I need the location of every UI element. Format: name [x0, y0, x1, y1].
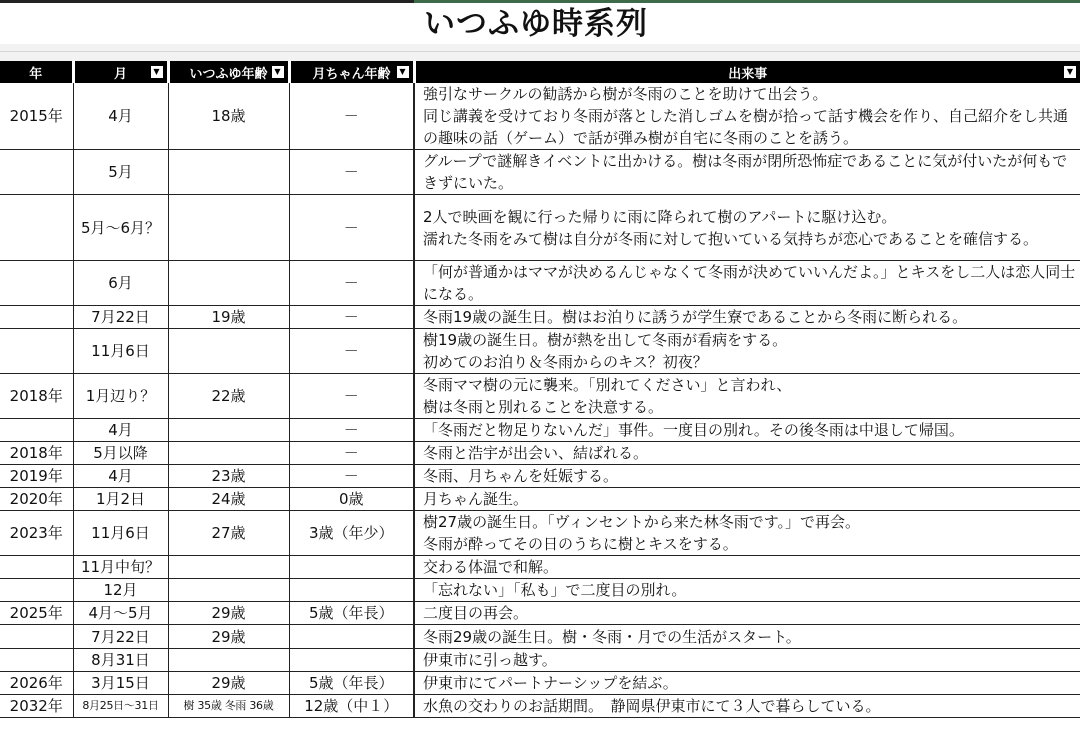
tsuki-age-cell[interactable]: 5歳（年長）	[289, 672, 414, 695]
table-row	[0, 579, 1080, 602]
month-cell[interactable]: 11月6日	[73, 511, 168, 556]
year-cell[interactable]	[0, 579, 73, 602]
month-cell[interactable]: 6月	[73, 261, 168, 306]
year-cell[interactable]	[0, 556, 73, 579]
itsufuyu-age-cell[interactable]	[168, 195, 289, 261]
tsuki-age-cell[interactable]: －	[289, 374, 414, 419]
month-cell[interactable]: 5月～6月？	[73, 195, 168, 261]
tsuki-age-cell[interactable]: －	[289, 329, 414, 374]
tsuki-age-cell[interactable]: 5歳（年長）	[289, 602, 414, 625]
event-cell[interactable]: グループで謎解きイベントに出かける。樹は冬雨が閉所恐怖症であることに気が付いたが何もできずにいた。	[414, 150, 1080, 195]
tsuki-age-cell[interactable]: －	[289, 306, 414, 329]
header-month	[73, 61, 168, 83]
month-cell[interactable]: 1月辺り？	[73, 374, 168, 419]
itsufuyu-age-cell[interactable]: 19歳	[168, 306, 289, 329]
table-row	[0, 374, 1080, 419]
month-cell[interactable]: 7月22日	[73, 306, 168, 329]
month-cell[interactable]: 12月	[73, 579, 168, 602]
month-cell[interactable]: 8月31日	[73, 649, 168, 672]
sheet-title: いつふゆ時系列	[424, 6, 648, 42]
tsuki-age-cell[interactable]: －	[289, 442, 414, 465]
year-cell[interactable]: 2020年	[0, 488, 73, 511]
itsufuyu-age-cell[interactable]	[168, 556, 289, 579]
month-cell[interactable]: 4月～5月	[73, 602, 168, 625]
event-cell[interactable]: 月ちゃん誕生。	[414, 488, 1080, 511]
filter-dropdown-icon[interactable]: ▼	[151, 66, 163, 78]
tsuki-age-cell[interactable]	[289, 579, 414, 602]
header-year-label: 年	[29, 66, 43, 82]
event-cell[interactable]: 樹27歳の誕生日。「ヴィンセントから来た林冬雨です。」で再会。 冬雨が酔ってその日のうちに樹とキスをする。	[414, 511, 1080, 556]
tsuki-age-cell[interactable]: 12歳（中１）	[289, 695, 414, 718]
table-row	[0, 195, 1080, 261]
month-cell[interactable]: 4月	[73, 465, 168, 488]
table-row	[0, 602, 1080, 625]
tsuki-age-cell[interactable]	[289, 649, 414, 672]
event-cell[interactable]: 冬雨29歳の誕生日。樹・冬雨・月での生活がスタート。	[414, 625, 1080, 649]
table-row	[0, 672, 1080, 695]
top-border-right	[414, 0, 1080, 3]
month-cell[interactable]: 7月22日	[73, 625, 168, 649]
year-cell[interactable]	[0, 625, 73, 649]
month-cell[interactable]: 3月15日	[73, 672, 168, 695]
year-cell[interactable]	[0, 329, 73, 374]
tsuki-age-cell[interactable]: －	[289, 261, 414, 306]
month-cell[interactable]: 5月以降	[73, 442, 168, 465]
itsufuyu-age-cell[interactable]: 29歳	[168, 602, 289, 625]
event-cell[interactable]: 強引なサークルの勧誘から樹が冬雨のことを助けて出会う。 同じ講義を受けており冬雨が落とした消しゴムを樹が拾って話す機会を作り、自己紹介をし共通の趣味の話（ゲーム）で話が弾み樹が自宅に冬雨のことを誘う。	[414, 83, 1080, 150]
tsuki-age-cell[interactable]	[289, 556, 414, 579]
event-cell[interactable]: 冬雨、月ちゃんを妊娠する。	[414, 465, 1080, 488]
timeline-table	[0, 61, 1080, 718]
event-cell[interactable]: 交わる体温で和解。	[414, 556, 1080, 579]
event-cell[interactable]: 2人で映画を観に行った帰りに雨に降られて樹のアパートに駆け込む。 濡れた冬雨をみて樹は自分が冬雨に対して抱いている気持ちが恋心であることを確信する。	[414, 195, 1080, 261]
event-cell[interactable]: 水魚の交わりのお話期間。 静岡県伊東市にて３人で暮らしている。	[414, 695, 1080, 718]
tsuki-age-cell[interactable]: －	[289, 150, 414, 195]
itsufuyu-age-cell[interactable]: 29歳	[168, 625, 289, 649]
table-row	[0, 488, 1080, 511]
tsuki-age-cell[interactable]: －	[289, 195, 414, 261]
table-row	[0, 261, 1080, 306]
month-cell[interactable]: 4月	[73, 83, 168, 150]
event-cell[interactable]: 二度目の再会。	[414, 602, 1080, 625]
month-cell[interactable]: 1月2日	[73, 488, 168, 511]
event-cell[interactable]: 「冬雨だと物足りないんだ」事件。一度目の別れ。その後冬雨は中退して帰国。	[414, 419, 1080, 442]
itsufuyu-age-cell[interactable]: 23歳	[168, 465, 289, 488]
header-row	[0, 61, 1080, 83]
itsufuyu-age-cell[interactable]: 24歳	[168, 488, 289, 511]
month-cell[interactable]: 4月	[73, 419, 168, 442]
itsufuyu-age-cell[interactable]	[168, 419, 289, 442]
year-cell[interactable]	[0, 150, 73, 195]
tsuki-age-cell[interactable]: 3歳（年少）	[289, 511, 414, 556]
header-tsuki-age	[289, 61, 414, 83]
event-cell[interactable]: 「何が普通かはママが決めるんじゃなくて冬雨が決めていいんだよ。」とキスをし二人は恋人同士になる。	[414, 261, 1080, 306]
itsufuyu-age-cell[interactable]: 27歳	[168, 511, 289, 556]
header-year	[0, 61, 73, 83]
table-row	[0, 556, 1080, 579]
table-row	[0, 150, 1080, 195]
header-tsuki-label: 月ちゃん年齢	[312, 66, 391, 82]
tsuki-age-cell[interactable]: －	[289, 83, 414, 150]
itsufuyu-age-cell[interactable]	[168, 329, 289, 374]
itsufuyu-age-cell[interactable]: 22歳	[168, 374, 289, 419]
year-cell[interactable]: 2015年	[0, 83, 73, 150]
year-cell[interactable]: 2018年	[0, 374, 73, 419]
itsufuyu-age-cell[interactable]	[168, 442, 289, 465]
itsufuyu-age-cell[interactable]	[168, 261, 289, 306]
table-row	[0, 329, 1080, 374]
header-event-label: 出来事	[728, 66, 768, 82]
header-itsufuyu-age	[168, 61, 289, 83]
event-cell[interactable]: 樹19歳の誕生日。樹が熱を出して冬雨が看病をする。 初めてのお泊り＆冬雨からのキス？初夜？	[414, 329, 1080, 374]
table-row	[0, 83, 1080, 150]
itsufuyu-age-cell[interactable]: 18歳	[168, 83, 289, 150]
itsufuyu-age-cell[interactable]: 樹 35歳 冬雨 36歳	[168, 695, 289, 718]
year-cell[interactable]	[0, 649, 73, 672]
table-row	[0, 306, 1080, 329]
month-cell[interactable]: 11月6日	[73, 329, 168, 374]
event-cell[interactable]: 「忘れない」「私も」で二度目の別れ。	[414, 579, 1080, 602]
year-cell[interactable]	[0, 261, 73, 306]
month-cell[interactable]: 11月中旬？	[73, 556, 168, 579]
year-cell[interactable]: 2018年	[0, 442, 73, 465]
itsufuyu-age-cell[interactable]	[168, 150, 289, 195]
timeline-body	[0, 83, 1080, 718]
itsufuyu-age-cell[interactable]	[168, 579, 289, 602]
itsufuyu-age-cell[interactable]	[168, 649, 289, 672]
event-cell[interactable]: 冬雨ママ樹の元に襲来。「別れてください」と言われ、 樹は冬雨と別れることを決意する。	[414, 374, 1080, 419]
header-age-label: いつふゆ年齢	[189, 66, 268, 82]
event-cell[interactable]: 冬雨19歳の誕生日。樹はお泊りに誘うが学生寮であることから冬雨に断られる。	[414, 306, 1080, 329]
table-row	[0, 695, 1080, 718]
year-cell[interactable]: 2019年	[0, 465, 73, 488]
year-cell[interactable]: 2026年	[0, 672, 73, 695]
table-row	[0, 419, 1080, 442]
table-row	[0, 511, 1080, 556]
tsuki-age-cell[interactable]: －	[289, 465, 414, 488]
tsuki-age-cell[interactable]: －	[289, 419, 414, 442]
filter-dropdown-icon[interactable]: ▼	[397, 66, 409, 78]
year-cell[interactable]: 2025年	[0, 602, 73, 625]
year-cell[interactable]	[0, 195, 73, 261]
top-border-left	[0, 0, 414, 3]
table-row	[0, 465, 1080, 488]
tsuki-age-cell[interactable]	[289, 625, 414, 649]
year-cell[interactable]	[0, 419, 73, 442]
year-cell[interactable]: 2032年	[0, 695, 73, 718]
spacer-rows	[0, 44, 1080, 61]
event-cell[interactable]: 伊東市に引っ越す。	[414, 649, 1080, 672]
year-cell[interactable]	[0, 306, 73, 329]
month-cell[interactable]: 8月25日～31日	[73, 695, 168, 718]
year-cell[interactable]: 2023年	[0, 511, 73, 556]
table-row	[0, 625, 1080, 649]
month-cell[interactable]: 5月	[73, 150, 168, 195]
header-month-label: 月	[113, 66, 127, 82]
itsufuyu-age-cell[interactable]: 29歳	[168, 672, 289, 695]
filter-dropdown-icon[interactable]: ▼	[272, 66, 284, 78]
event-cell[interactable]: 冬雨と浩宇が出会い、結ばれる。	[414, 442, 1080, 465]
filter-dropdown-icon[interactable]: ▼	[1064, 66, 1076, 78]
header-event	[414, 61, 1080, 83]
table-row	[0, 649, 1080, 672]
table-row	[0, 442, 1080, 465]
tsuki-age-cell[interactable]: 0歳	[289, 488, 414, 511]
event-cell[interactable]: 伊東市にてパートナーシップを結ぶ。	[414, 672, 1080, 695]
